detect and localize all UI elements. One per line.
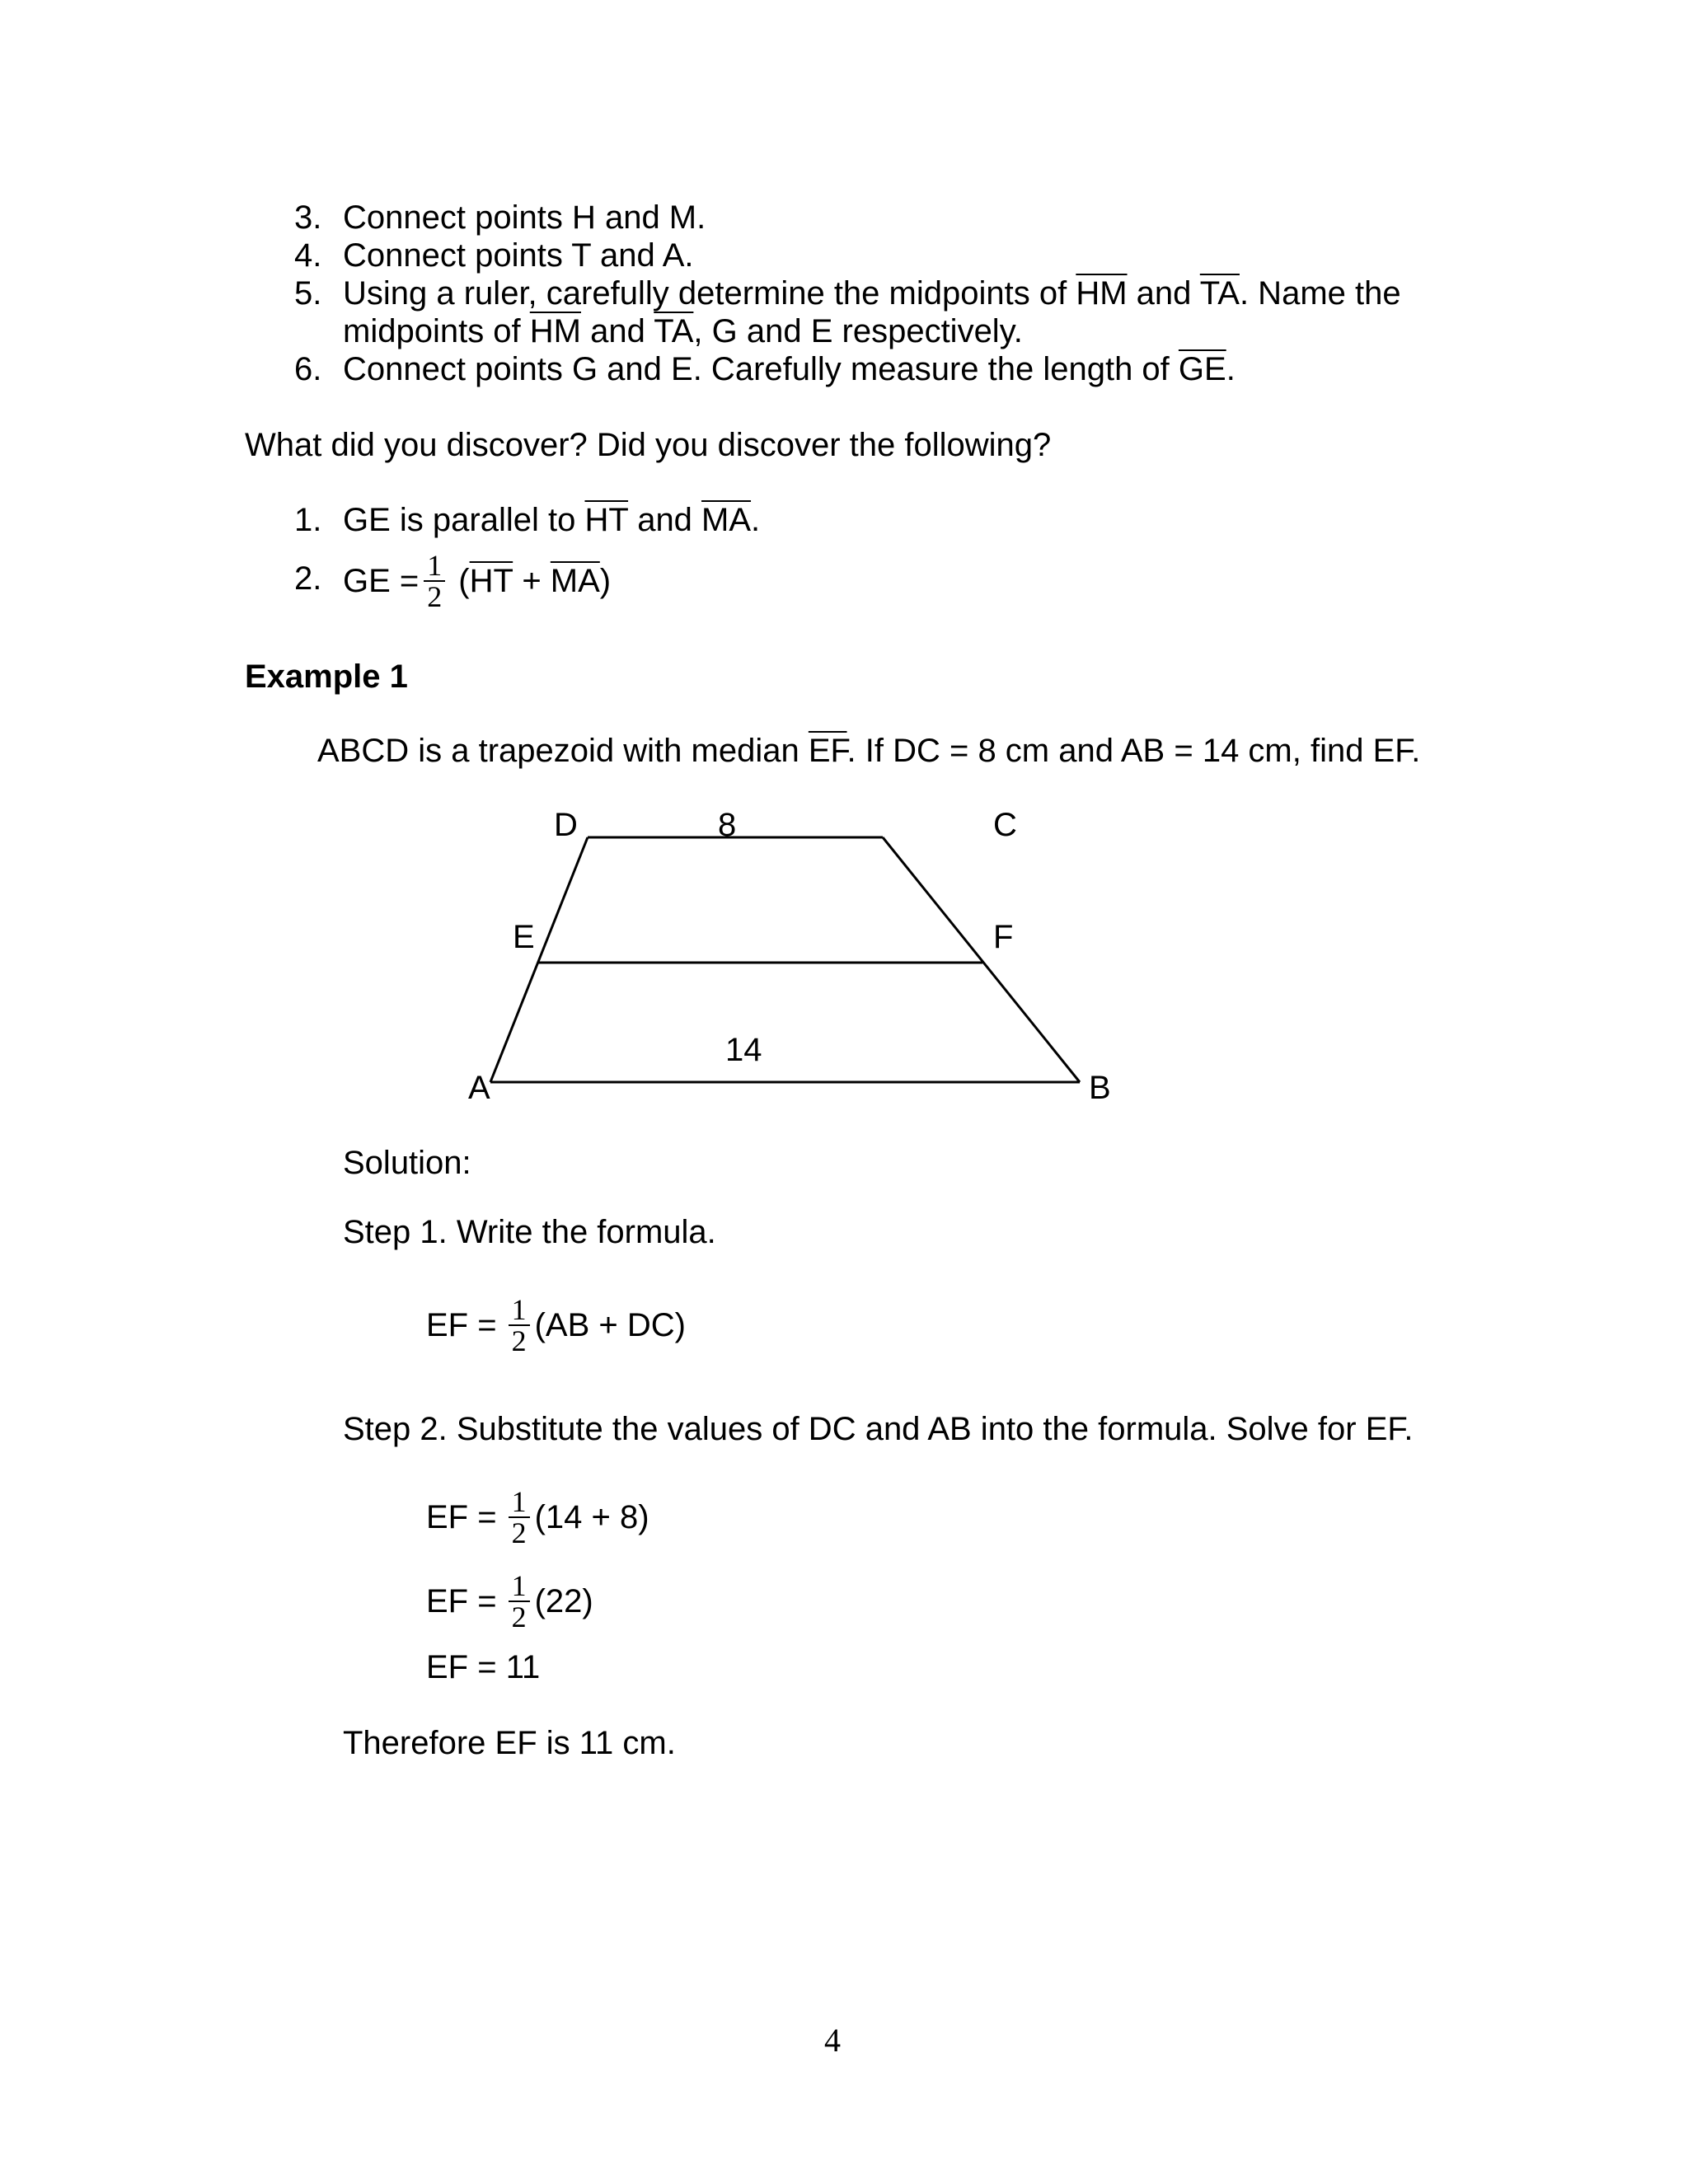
step-6-number: 6. bbox=[294, 351, 322, 387]
formula-line: EF = $\frac{1}{2}$ (AB + DC) bbox=[426, 1293, 686, 1357]
substitution-line-2: EF = $\frac{1}{2}$ (22) bbox=[426, 1569, 593, 1633]
label-a: A bbox=[468, 1070, 490, 1106]
label-top-length: 8 bbox=[718, 807, 737, 843]
example-prompt: ABCD is a trapezoid with median $\overline{EF}$. If DC = 8 cm and AB = 14 cm, find EF. bbox=[317, 733, 1421, 769]
label-e: E bbox=[513, 919, 535, 955]
step-5-continuation: midpoints of $\overline{HM}$ and $\overline{TA}$, G and E respectively. bbox=[343, 313, 1023, 349]
label-d: D bbox=[554, 807, 578, 843]
step-3-text: Connect points H and M. bbox=[343, 199, 706, 236]
step-2-text: Step 2. Substitute the values of DC and AB into the formula. Solve for EF. bbox=[343, 1411, 1414, 1447]
step-5-number: 5. bbox=[294, 275, 322, 312]
example-heading: Example 1 bbox=[245, 658, 408, 695]
label-b: B bbox=[1089, 1070, 1111, 1106]
label-f: F bbox=[993, 919, 1014, 955]
step-4-text: Connect points T and A. bbox=[343, 237, 694, 274]
step-5-text: Using a ruler, carefully determine the midpoints of $\overline{HM}$ and $\overline{TA}$. Name the bbox=[343, 275, 1401, 312]
step-1-text: Step 1. Write the formula. bbox=[343, 1214, 716, 1250]
discovery-1-number: 1. bbox=[294, 502, 322, 538]
result-line: EF = 11 bbox=[426, 1649, 541, 1685]
discovery-2-formula: GE = $\frac{1}{2}$ $(\overline{HT} + \overline{MA})$ bbox=[343, 549, 612, 613]
fraction-one-half: $\frac{1}{2}$ bbox=[509, 1571, 530, 1632]
fraction-one-half: $\frac{1}{2}$ bbox=[509, 1295, 530, 1356]
fraction-one-half: $\frac{1}{2}$ bbox=[424, 551, 445, 612]
label-c: C bbox=[993, 807, 1017, 843]
solution-label: Solution: bbox=[343, 1145, 471, 1181]
step-4-number: 4. bbox=[294, 237, 322, 274]
step-3-number: 3. bbox=[294, 199, 322, 236]
discovery-question: What did you discover? Did you discover the following? bbox=[245, 427, 1052, 463]
label-bottom-length: 14 bbox=[725, 1032, 762, 1068]
discovery-2-number: 2. bbox=[294, 560, 322, 597]
conclusion: Therefore EF is 11 cm. bbox=[343, 1725, 676, 1761]
substitution-line-1: EF = $\frac{1}{2}$ (14 + 8) bbox=[426, 1485, 649, 1549]
step-6-text: Connect points G and E. Carefully measure the length of $\overline{GE}$. bbox=[343, 351, 1236, 387]
fraction-one-half: $\frac{1}{2}$ bbox=[509, 1487, 530, 1548]
side-da bbox=[490, 837, 588, 1082]
side-cb bbox=[883, 837, 1080, 1082]
discovery-1-text: GE is parallel to $\overline{HT}$ and $\overline{MA}$. bbox=[343, 502, 761, 538]
page-number: 4 bbox=[824, 2022, 841, 2059]
